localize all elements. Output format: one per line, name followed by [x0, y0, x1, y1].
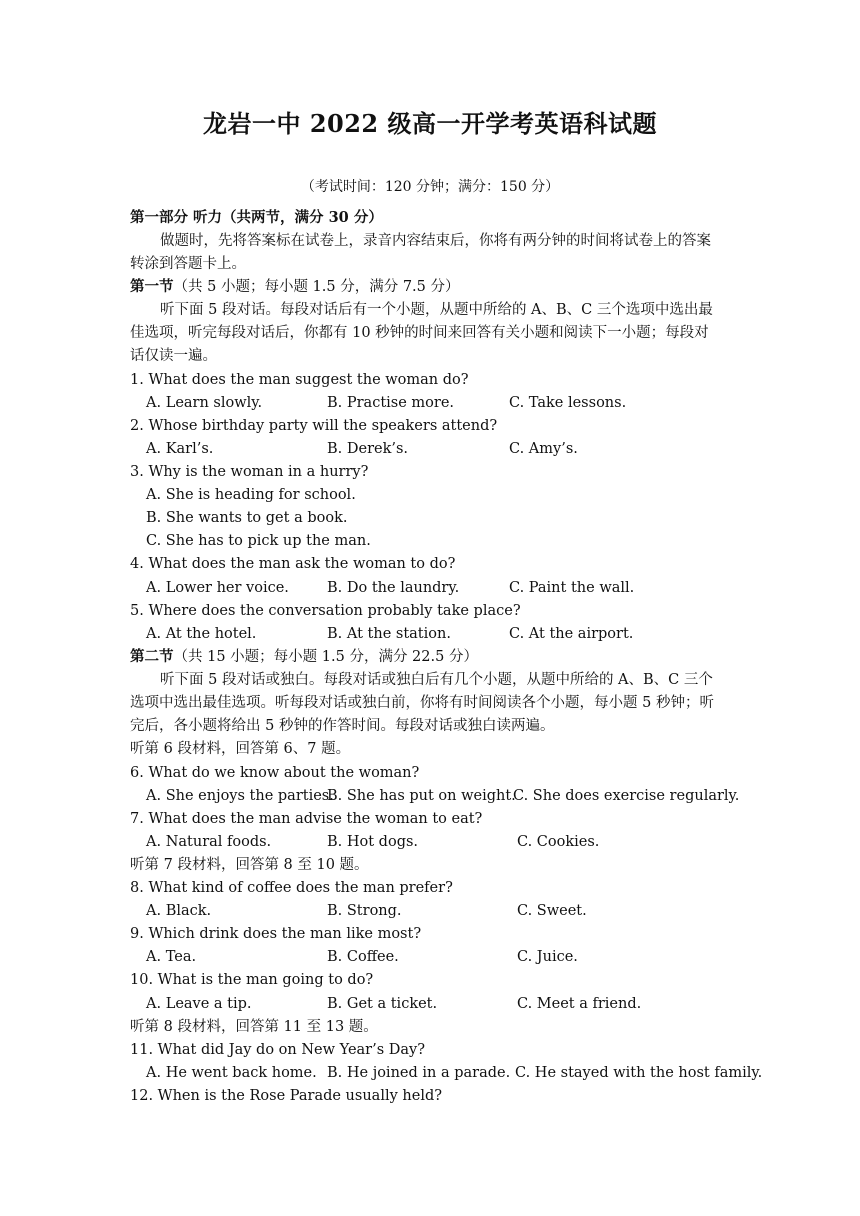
q1-option-a: A. Learn slowly.	[146, 395, 263, 411]
question-10: 10. What is the man going to do?	[130, 972, 374, 988]
section2-heading	[130, 647, 478, 667]
material-7-note: 听第 7 段材料，回答第 8 至 10 题。	[130, 857, 369, 873]
q6-option-c: C. She does exercise regularly.	[513, 788, 740, 804]
q3-option-c: C. She has to pick up the man.	[146, 533, 371, 549]
question-5: 5. Where does the conversation probably take place?	[130, 603, 521, 619]
section1-instr-line1: 听下面 5 段对话。每段对话后有一个小题，从题中所给的 A、B、C 三个选项中选出最	[160, 302, 713, 318]
section2-heading-label: 第二节	[130, 648, 174, 665]
q4-option-c: C. Paint the wall.	[509, 580, 635, 596]
q7-option-a: A. Natural foods.	[146, 834, 272, 850]
q8-option-a: A. Black.	[146, 903, 212, 919]
q3-option-b: B. She wants to get a book.	[146, 510, 348, 526]
q8-option-c: C. Sweet.	[517, 903, 587, 919]
q9-option-b: B. Coffee.	[327, 949, 399, 965]
question-4: 4. What does the man ask the woman to do?	[130, 556, 456, 572]
q11-option-a: A. He went back home.	[146, 1065, 317, 1081]
q9-option-a: A. Tea.	[146, 949, 197, 965]
q7-option-c: C. Cookies.	[517, 834, 600, 850]
page-title: 龙岩一中 2022 级高一开学考英语科试题	[202, 109, 657, 138]
q2-option-c: C. Amy’s.	[509, 441, 578, 457]
question-1: 1. What does the man suggest the woman do?	[130, 372, 469, 388]
q1-option-b: B. Practise more.	[327, 395, 455, 411]
q10-option-a: A. Leave a tip.	[146, 996, 252, 1012]
q8-option-b: B. Strong.	[327, 903, 402, 919]
section1-instr-line2: 佳选项，听完每段对话后，你都有 10 秒钟的时间来回答有关小题和阅读下一小题；每段对	[130, 325, 709, 341]
question-9: 9. Which drink does the man like most?	[130, 926, 422, 942]
q5-option-a: A. At the hotel.	[146, 626, 257, 642]
q1-option-c: C. Take lessons.	[509, 395, 627, 411]
q11-option-c: C. He stayed with the host family.	[515, 1065, 763, 1081]
material-8-note: 听第 8 段材料，回答第 11 至 13 题。	[130, 1019, 378, 1035]
q5-option-c: C. At the airport.	[509, 626, 634, 642]
q4-option-a: A. Lower her voice.	[146, 580, 289, 596]
question-8: 8. What kind of coffee does the man prefer?	[130, 880, 453, 896]
section2-heading-detail: （共 15 小题；每小题 1.5 分，满分 22.5 分）	[173, 649, 478, 665]
part1-heading: 第一部分 听力（共两节，满分 30 分）	[130, 209, 383, 226]
section1-instr-line3: 话仅读一遍。	[130, 348, 217, 364]
q5-option-b: B. At the station.	[327, 626, 451, 642]
q9-option-c: C. Juice.	[517, 949, 578, 965]
part1-intro-line2: 转涂到答题卡上。	[130, 256, 246, 272]
section1-heading-label: 第一节	[130, 278, 174, 295]
question-7: 7. What does the man advise the woman to eat?	[130, 811, 483, 827]
material-6-note: 听第 6 段材料，回答第 6、7 题。	[130, 741, 351, 757]
exam-info: （考试时间：120 分钟；满分：150 分）	[300, 179, 560, 195]
q6-option-a: A. She enjoys the parties.	[146, 788, 334, 804]
q10-option-b: B. Get a ticket.	[327, 996, 438, 1012]
q7-option-b: B. Hot dogs.	[327, 834, 419, 850]
section1-heading-detail: （共 5 小题；每小题 1.5 分，满分 7.5 分）	[173, 279, 460, 295]
q4-option-b: B. Do the laundry.	[327, 580, 460, 596]
question-12: 12. When is the Rose Parade usually held?	[130, 1088, 443, 1104]
section2-instr-line3: 完后，各小题将给出 5 秒钟的作答时间。每段对话或独白读两遍。	[130, 718, 555, 734]
q3-option-a: A. She is heading for school.	[146, 487, 356, 503]
q10-option-c: C. Meet a friend.	[517, 996, 642, 1012]
question-11: 11. What did Jay do on New Year’s Day?	[130, 1042, 426, 1058]
q11-option-b: B. He joined in a parade.	[327, 1065, 511, 1081]
section2-instr-line1: 听下面 5 段对话或独白。每段对话或独白后有几个小题，从题中所给的 A、B、C 三个	[160, 672, 713, 688]
question-6: 6. What do we know about the woman?	[130, 765, 420, 781]
section1-heading	[130, 277, 460, 297]
section2-instr-line2: 选项中选出最佳选项。听每段对话或独白前，你将有时间阅读各个小题，每小题 5 秒钟；听	[130, 695, 714, 711]
q2-option-a: A. Karl’s.	[146, 441, 214, 457]
question-2: 2. Whose birthday party will the speakers attend?	[130, 418, 498, 434]
q6-option-b: B. She has put on weight.	[327, 788, 516, 804]
part1-intro-line1: 做题时，先将答案标在试卷上，录音内容结束后，你将有两分钟的时间将试卷上的答案	[160, 233, 711, 249]
question-3: 3. Why is the woman in a hurry?	[130, 464, 369, 480]
q2-option-b: B. Derek’s.	[327, 441, 409, 457]
